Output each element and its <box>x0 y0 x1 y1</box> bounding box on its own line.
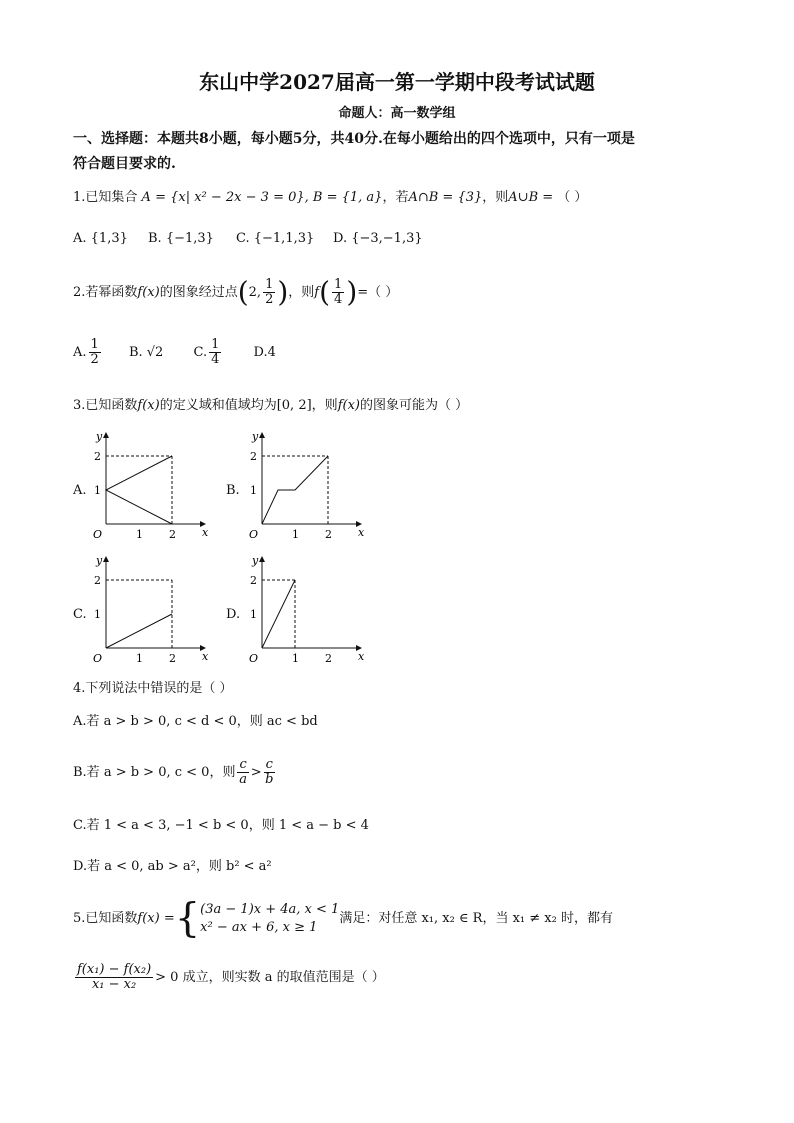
q3-ask: ，则 <box>311 398 338 413</box>
graph-d <box>236 552 366 668</box>
svg-text:O: O <box>249 528 259 541</box>
svg-text:1: 1 <box>136 652 143 665</box>
q2-point-y: $\frac{1}{2}$ <box>265 277 274 307</box>
question-1 <box>73 190 587 206</box>
q3-mid: 的定义域和值域均为 <box>159 398 277 413</box>
svg-text:2: 2 <box>325 652 332 665</box>
svg-text:2: 2 <box>94 450 101 463</box>
svg-text:1: 1 <box>136 528 143 541</box>
graph-c <box>80 552 210 668</box>
q2-option-b: B. √2 <box>128 345 164 360</box>
q3-label-b: B. <box>226 483 240 498</box>
q3-label-d: D. <box>226 607 241 622</box>
svg-text:x: x <box>202 650 209 663</box>
question-5 <box>73 897 613 941</box>
brace-icon: { <box>174 895 201 942</box>
svg-text:1: 1 <box>292 528 299 541</box>
q2-option-c: C. $\frac{1}{4}$ <box>193 337 220 367</box>
q1-target: A∪B = <box>508 190 554 205</box>
exam-title: 东山中学2027届高一第一学期中段考试试题 <box>199 70 595 94</box>
q1-set-a: A = {x| x² − 2x − 3 = 0} <box>141 190 305 205</box>
q1-blank: （ ） <box>557 190 588 205</box>
q1-option-d: D. {−3,−1,3} <box>333 231 423 246</box>
q3-fx: f(x) <box>137 398 160 413</box>
q3-prefix: 3.已知函数 <box>73 398 138 413</box>
question-2 <box>73 276 398 310</box>
svg-text:1: 1 <box>94 484 101 497</box>
q5-mid: 满足：对任意 x₁, x₂ ∈ R，当 x₁ ≠ x₂ 时，都有 <box>339 911 613 926</box>
svg-text:O: O <box>93 652 103 665</box>
q2-point-x: 2, <box>248 285 262 300</box>
q4-option-b: B.若 a > b > 0, c < 0，则 $\frac{c}{a}$ > $\frac{c}{b}$ <box>73 757 274 787</box>
svg-text:x: x <box>358 526 365 539</box>
svg-text:2: 2 <box>94 574 101 587</box>
q2-option-d: D.4 <box>253 345 276 360</box>
svg-text:1: 1 <box>250 484 257 497</box>
exam-author: 命题人：高一数学组 <box>338 106 456 121</box>
svg-text:2: 2 <box>169 652 176 665</box>
q1-option-c: C. {−1,1,3} <box>236 231 315 246</box>
svg-text:2: 2 <box>250 450 257 463</box>
q4-option-c: C.若 1 < a < 3, −1 < b < 0，则 1 < a − b < 4 <box>73 818 369 833</box>
svg-text:2: 2 <box>169 528 176 541</box>
paren-left-icon: ( <box>237 275 249 309</box>
q2-eq: =（ ） <box>357 285 399 300</box>
paren-left-icon: ( <box>319 275 331 309</box>
svg-text:y: y <box>96 430 103 443</box>
q5-prefix: 5.已知函数 <box>73 911 138 926</box>
q5-fx: f(x) = <box>137 911 175 926</box>
svg-text:x: x <box>358 650 365 663</box>
svg-text:O: O <box>249 652 259 665</box>
q3-label-a: A. <box>73 483 87 498</box>
paren-right-icon: ) <box>277 275 289 309</box>
q3-interval: [0, 2] <box>276 398 312 413</box>
svg-text:y: y <box>252 430 259 443</box>
svg-text:y: y <box>96 554 103 567</box>
q5-cases: (3a − 1)x + 4a, x < 1 x² − ax + 6, x ≥ 1 <box>200 901 340 935</box>
question-4: 4.下列说法中错误的是（ ） <box>73 681 233 696</box>
q2-mid: 的图象经过点 <box>159 285 238 300</box>
q1-condition: A∩B = {3} <box>408 190 483 205</box>
q2-option-a: A. $\frac{1}{2}$ <box>73 337 99 367</box>
q3-fx2: f(x) <box>337 398 360 413</box>
q2-arg: $\frac{1}{4}$ <box>334 277 343 307</box>
svg-text:2: 2 <box>250 574 257 587</box>
q3-tail: 的图象可能为（ ） <box>359 398 469 413</box>
q4-option-d: D.若 a < 0, ab > a²，则 b² < a² <box>73 859 272 874</box>
graph-b <box>236 428 366 544</box>
svg-text:2: 2 <box>325 528 332 541</box>
q2-fx: f(x) <box>137 285 160 300</box>
question-3 <box>73 398 468 414</box>
section-heading-line1: 一、选择题：本题共8小题，每小题5分，共40分.在每小题给出的四个选项中，只有一项是 <box>73 131 635 147</box>
svg-text:x: x <box>202 526 209 539</box>
q1-mid: ，若 <box>382 190 409 205</box>
graph-a <box>80 428 210 544</box>
section-heading-line2: 符合题目要求的. <box>73 156 176 172</box>
svg-text:O: O <box>93 528 103 541</box>
q1-option-a: A. {1,3} <box>73 231 128 246</box>
q3-label-c: C. <box>73 607 87 622</box>
q4-option-a: A.若 a > b > 0, c < d < 0，则 ac < bd <box>73 714 318 729</box>
svg-text:1: 1 <box>250 608 257 621</box>
q2-prefix: 2.若幂函数 <box>73 285 138 300</box>
q1-ask: ，则 <box>482 190 509 205</box>
svg-text:y: y <box>252 554 259 567</box>
q1-option-b: B. {−1,3} <box>148 231 214 246</box>
q2-options <box>73 337 276 369</box>
q1-prefix: 1.已知集合 <box>73 190 138 205</box>
q5-condition: $\frac{\text{f(x₁) − f(x₂)}}{\text{x₁ − x₂}}$ > 0 成立，则实数 a 的取值范围是（ ） <box>77 962 385 992</box>
svg-text:1: 1 <box>292 652 299 665</box>
q2-ask: ，则 <box>288 285 315 300</box>
paren-right-icon: ) <box>346 275 358 309</box>
svg-text:1: 1 <box>94 608 101 621</box>
q1-set-b: , B = {1, a} <box>304 190 383 205</box>
q2-f: f <box>314 285 320 300</box>
